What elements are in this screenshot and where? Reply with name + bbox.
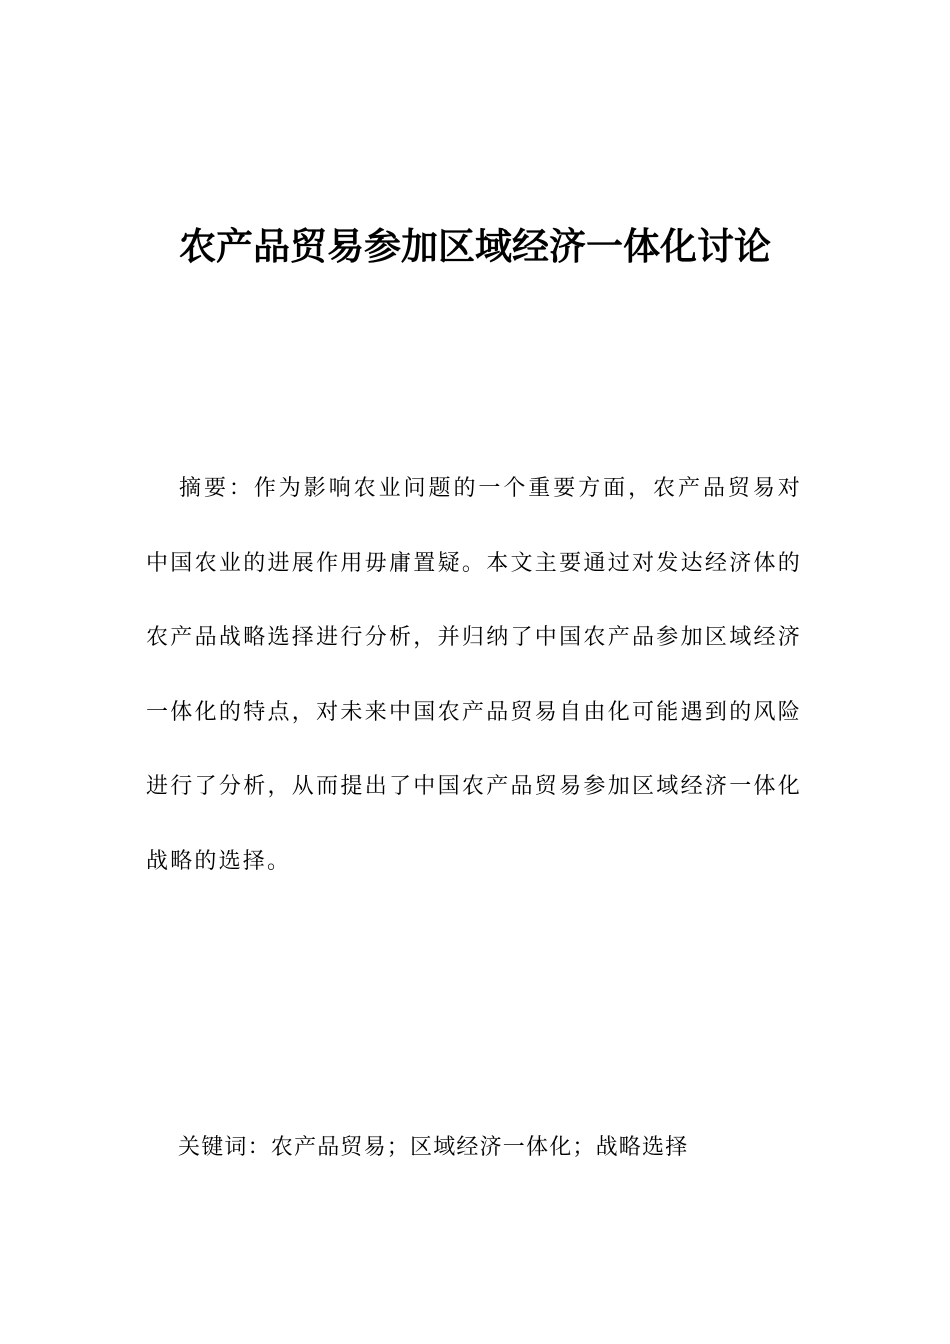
keywords-line: 关键词：农产品贸易；区域经济一体化；战略选择	[178, 1135, 689, 1160]
document-title: 农产品贸易参加区域经济一体化讨论	[179, 225, 771, 268]
abstract-paragraph: 摘要：作为影响农业问题的一个重要方面，农产品贸易对中国农业的进展作用毋庸置疑。本文主要通过对发达经济体的农产品战略选择进行分析，并归纳了中国农产品参加区域经济一体化的特点，对未来中国农产品贸易自由化可能遇到的风险进行了分析，从而提出了中国农产品贸易参加区域经济一体化战略的选择。	[146, 476, 802, 874]
